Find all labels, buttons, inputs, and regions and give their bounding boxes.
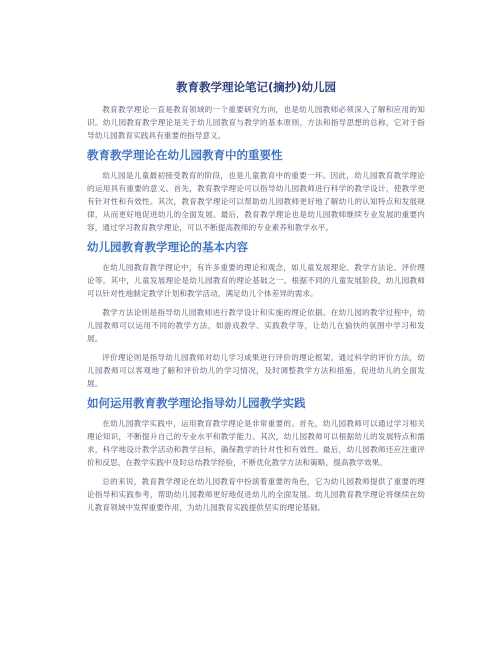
section-paragraph: 评价理论则是指导幼儿园教师对幼儿学习成果进行评价的理论框架。通过科学的评价方法，幼儿园教师可以客观地了解和评价幼儿的学习情况，及时调整教学方法和措施，促进幼儿的全面发展。 bbox=[87, 353, 425, 388]
section-importance bbox=[87, 148, 425, 234]
intro-paragraph: 教育教学理论一直是教育领域的一个重要研究方向，也是幼儿园教师必须深入了解和应用的知识。幼儿园教育教学理论是关于幼儿园教育与教学的基本原则、方法和指导思想的总称，它对于指导幼儿园教育实践具有重要的指导意义。 bbox=[87, 105, 425, 140]
section-heading: 如何运用教育教学理论指导幼儿园教学实践 bbox=[87, 396, 306, 410]
section-paragraph: 在幼儿园教育教学理论中，有许多重要的理论和观念，如儿童发展理论、教学方法论、评价理论等。其中，儿童发展理论是幼儿园教育的理论基础之一。根据不同的儿童发展阶段，幼儿园教师可以针对性地制定教学计划和教学活动，满足幼儿个体差异的需求。 bbox=[87, 263, 425, 298]
section-basic-content bbox=[87, 240, 425, 390]
section-heading: 幼儿园教育教学理论的基本内容 bbox=[87, 240, 248, 254]
document-title: 教育教学理论笔记(摘抄)幼儿园 bbox=[175, 80, 336, 94]
document-page bbox=[87, 80, 425, 520]
section-paragraph: 教学方法论则是指导幼儿园教师进行教学设计和实施的理论依据。在幼儿园的教学过程中，幼儿园教师可以运用不同的教学方法，如游戏教学、实践教学等，让幼儿在愉快的氛围中学习和发展。 bbox=[87, 308, 425, 343]
section-paragraph: 在幼儿园教学实践中，运用教育教学理论是非常重要的。首先，幼儿园教师可以通过学习相关理论知识，不断提升自己的专业水平和教学能力。其次，幼儿园教师可以根据幼儿的发展特点和需求，科学地设计教学活动和教学目标，确保教学的针对性和有效性。最后，幼儿园教师还应注重评价和反思，在教学实践中及时总结教学经验，不断优化教学方法和策略，提高教学效果。 bbox=[87, 419, 425, 467]
section-paragraph: 总的来说，教育教学理论在幼儿园教育中扮演着重要的角色，它为幼儿园教师提供了重要的理论指导和实践参考，帮助幼儿园教师更好地促进幼儿的全面发展。幼儿园教育教学理论将继续在幼儿教育领域中发挥重要作用，为幼儿园教育实践提供坚实的理论基础。 bbox=[87, 477, 425, 512]
section-practice bbox=[87, 396, 425, 514]
section-paragraph: 幼儿园是儿童最初接受教育的阶段，也是儿童教育中的重要一环。因此，幼儿园教育教学理论的运用具有重要的意义。首先，教育教学理论可以指导幼儿园教师进行科学的教学设计，使教学更有针对性和有效性。其次，教育教学理论可以帮助幼儿园教师更好地了解幼儿的认知特点和发展规律，从而更好地促进幼儿的全面发展。最后，教育教学理论也是幼儿园教师继续专业发展的重要内容，通过学习教育教学理论，可以不断提高教师的专业素养和教学水平。 bbox=[87, 171, 425, 232]
section-heading: 教育教学理论在幼儿园教育中的重要性 bbox=[87, 148, 283, 162]
